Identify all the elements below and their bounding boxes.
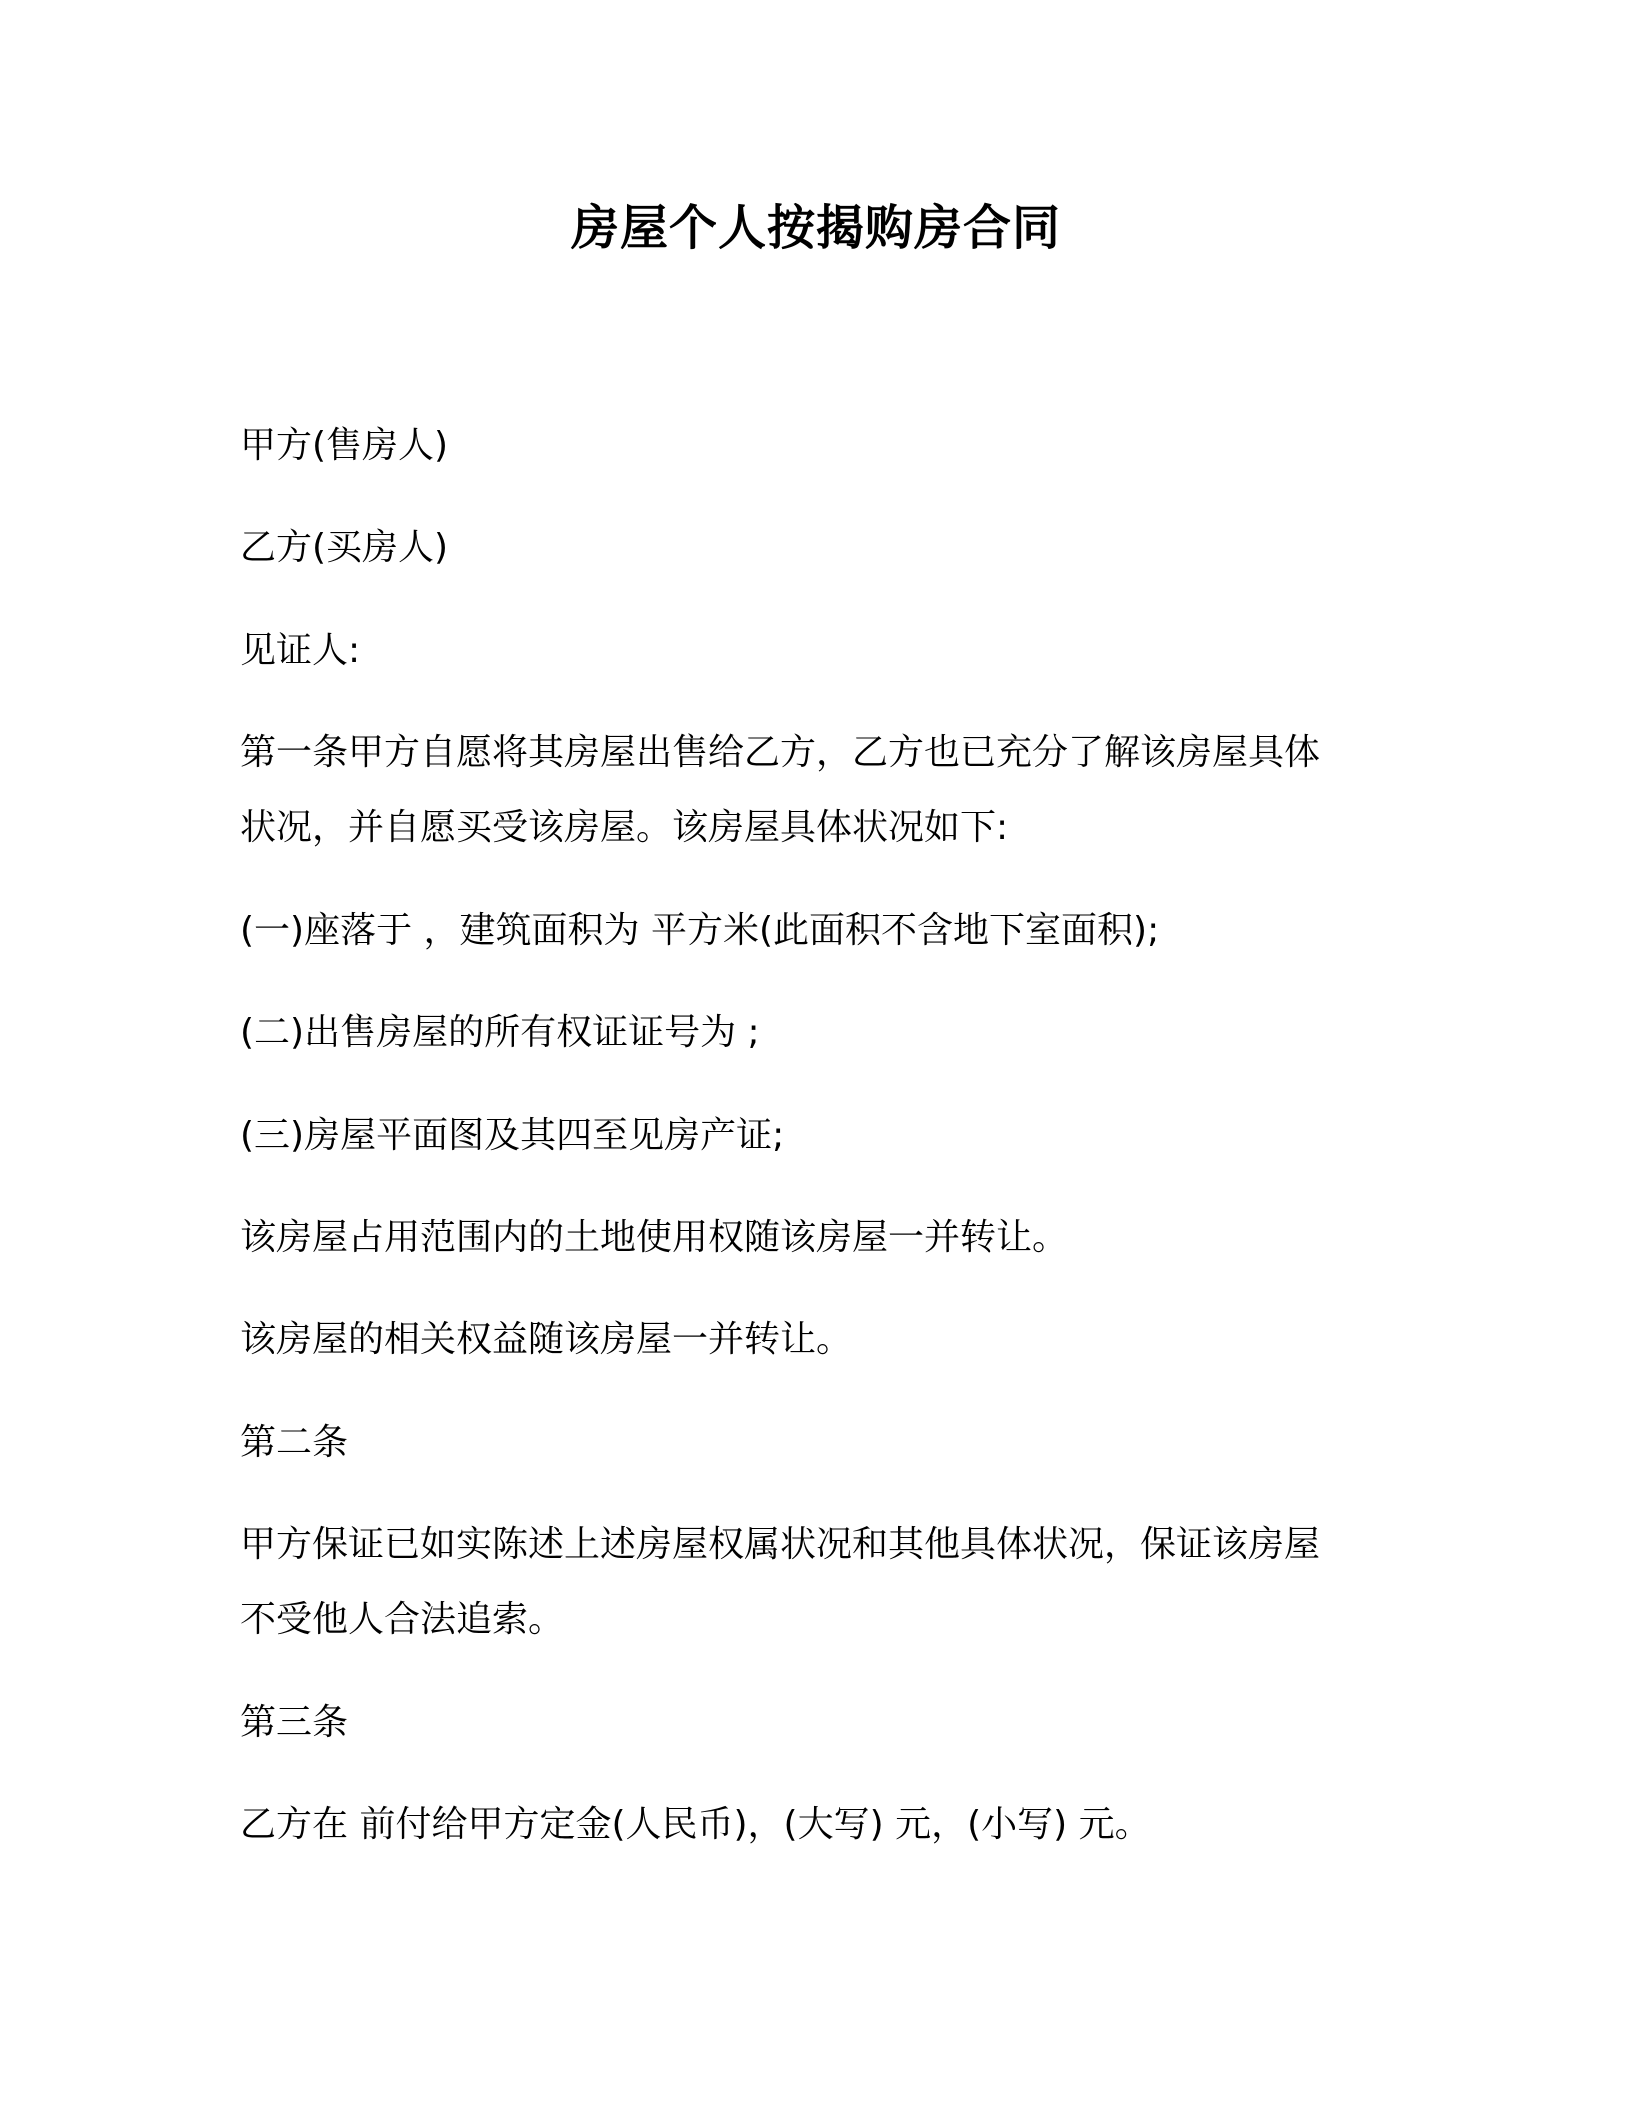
article3-heading: 第三条 — [240, 1702, 349, 1743]
document-title: 房屋个人按揭购房合同 — [570, 200, 1061, 256]
item-3: (三)房屋平面图及其四至见房产证; — [240, 1115, 785, 1156]
article2-line2: 不受他人合法追索。 — [240, 1599, 565, 1640]
party-a: 甲方(售房人) — [240, 425, 449, 466]
article1-line2: 状况，并自愿买受该房屋。该房屋具体状况如下: — [240, 807, 1009, 848]
article2-heading: 第二条 — [240, 1422, 349, 1463]
article3-text: 乙方在 前付给甲方定金(人民币)，(大写) 元，(小写) 元。 — [240, 1804, 1151, 1845]
article1-line1: 第一条甲方自愿将其房屋出售给乙方，乙方也已充分了解该房屋具体 — [240, 732, 1321, 773]
article2-line1: 甲方保证已如实陈述上述房屋权属状况和其他具体状况，保证该房屋 — [240, 1524, 1321, 1565]
item-1: (一)座落于 ，建筑面积为 平方米(此面积不含地下室面积); — [240, 910, 1160, 951]
party-b: 乙方(买房人) — [240, 527, 449, 568]
land-transfer-clause: 该房屋占用范围内的土地使用权随该房屋一并转让。 — [240, 1217, 1069, 1258]
item-2: (二)出售房屋的所有权证证号为 ; — [240, 1012, 760, 1053]
witness: 见证人: — [240, 630, 361, 671]
rights-transfer-clause: 该房屋的相关权益随该房屋一并转让。 — [240, 1319, 853, 1360]
